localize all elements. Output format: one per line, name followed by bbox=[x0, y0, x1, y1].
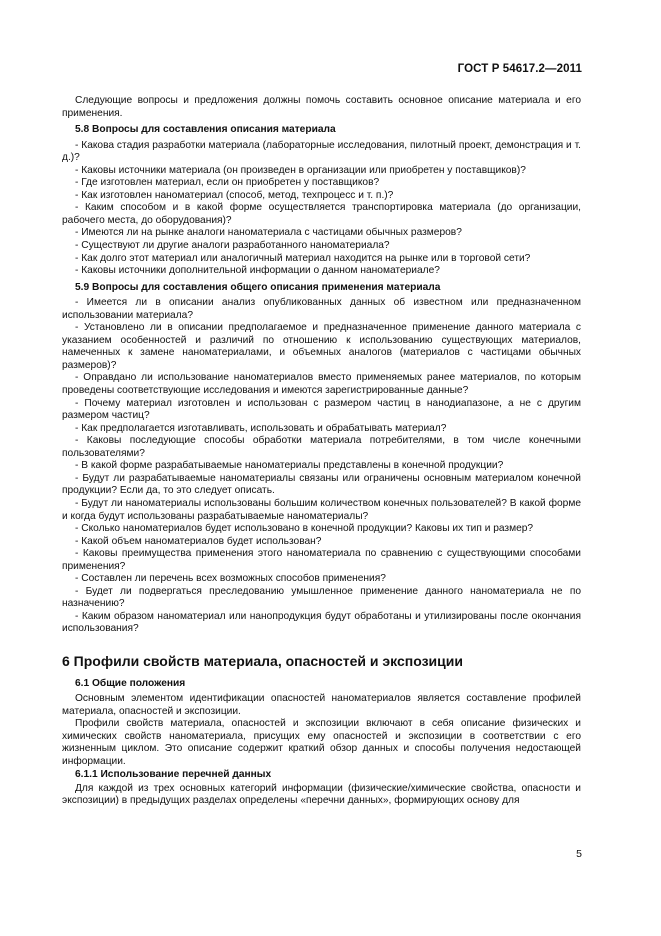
list-item: - Будет ли подвергаться преследованию умышленное применение данного наноматериала не по назначению? bbox=[62, 585, 581, 610]
document-body bbox=[62, 95, 581, 808]
paragraph: Основным элементом идентификации опасностей наноматериалов является составление профилей материала, опасностей и экспозиции. bbox=[62, 693, 581, 717]
list-item: - Будут ли наноматериалы использованы большим количеством конечных пользователей? В какой форме и когда будут использованы разрабатываемые наноматериалы? bbox=[62, 497, 581, 522]
section-5-8-title: 5.8 Вопросы для составления описания материала bbox=[75, 124, 336, 136]
list-item: - Имеются ли на рынке аналоги наноматериала с частицами обычных размеров? bbox=[75, 227, 462, 239]
paragraph: Профили свойств материала, опасностей и экспозиции включают в себя описание физических и химических свойств наноматериала, присущих ему опасностей и экспозиции в соответствии с его жизненным циклом. Это описание содержит краткий обзор данных и способы получения недостающей информации. bbox=[62, 718, 581, 767]
list-item: - Существуют ли другие аналоги разработанного наноматериала? bbox=[75, 240, 390, 252]
list-item: - В какой форме разрабатываемые наноматериалы представлены в конечной продукции? bbox=[75, 460, 504, 472]
list-item: - Сколько наноматериалов будет использовано в конечной продукции? Каковы их тип и размер? bbox=[75, 523, 534, 535]
list-item: - Как долго этот материал или аналогичный материал находится на рынке или в торговой сети? bbox=[75, 252, 531, 264]
paragraph: Для каждой из трех основных категорий информации (физические/химические свойства, опасности и экспозиции) в предыдущих разделах определены «перечни данных», формирующих основу для bbox=[62, 782, 581, 807]
section-5-9-list bbox=[62, 297, 581, 636]
list-item: - Каковы источники материала (он произведен в организации или приобретен у поставщиков)? bbox=[75, 164, 526, 176]
section-5-8-list bbox=[62, 140, 581, 278]
list-item: - Каким способом и в какой форме осуществляется транспортировка материала (до организации, рабочего места, до оборудования)? bbox=[62, 202, 581, 226]
list-item: - Каковы источники дополнительной информации о данном наноматериале? bbox=[75, 265, 440, 277]
list-item: - Какой объем наноматериалов будет использован? bbox=[75, 535, 322, 547]
list-item: - Каковы преимущества применения этого наноматериала по сравнению с существующими способами применения? bbox=[62, 548, 581, 572]
list-item: - Как изготовлен наноматериал (способ, метод, техпроцесс и т. п.)? bbox=[75, 189, 394, 201]
list-item: - Имеется ли в описании анализ опубликованных данных об известном или предназначенном использовании материала? bbox=[62, 297, 581, 321]
intro-paragraph: Следующие вопросы и предложения должны помочь составить основное описание материала и его применения. bbox=[62, 95, 581, 119]
list-item: - Каким образом наноматериал или нанопродукция будут обработаны и утилизированы после окончания использования? bbox=[62, 610, 581, 635]
page-number: 5 bbox=[576, 848, 582, 860]
section-6-1-1-title: 6.1.1 Использование перечней данных bbox=[75, 769, 272, 781]
list-item: - Установлено ли в описании предполагаемое и предназначенное применение данного материала с указанием особенностей и различий по отношению к использованию существующих материалов, намеченных к замене наноматериалами, и объемных аналогов (материалов с частицами обычных размеров)? bbox=[62, 322, 581, 371]
list-item: - Какова стадия разработки материала (лабораторные исследования, пилотный проект, демонстрация и т. д.)? bbox=[62, 139, 581, 164]
list-item: - Где изготовлен материал, если он приобретен у поставщиков? bbox=[75, 177, 380, 189]
section-5-9-title: 5.9 Вопросы для составления общего описания применения материала bbox=[75, 281, 441, 293]
list-item: - Каковы последующие способы обработки материала потребителями, в том числе конечными пользователями? bbox=[62, 435, 581, 459]
list-item: - Оправдано ли использование наноматериалов вместо применяемых ранее материалов, по которым проведены соответствующие исследования и имеются зарегистрированные данные? bbox=[62, 372, 581, 397]
standard-number: ГОСТ Р 54617.2—2011 bbox=[457, 63, 582, 75]
list-item: - Как предполагается изготавливать, использовать и обрабатывать материал? bbox=[75, 422, 447, 434]
section-6-heading: 6 Профили свойств материала, опасностей и экспозиции bbox=[62, 652, 463, 669]
list-item: - Составлен ли перечень всех возможных способов применения? bbox=[75, 573, 386, 585]
list-item: - Будут ли разрабатываемые наноматериалы связаны или ограничены основным материалом конечной продукции? Если да, то это следует описать. bbox=[62, 472, 581, 497]
section-6-1-title: 6.1 Общие положения bbox=[75, 677, 186, 689]
list-item: - Почему материал изготовлен и использован с размером частиц в нанодиапазоне, а не с другим размером частиц? bbox=[62, 397, 581, 422]
